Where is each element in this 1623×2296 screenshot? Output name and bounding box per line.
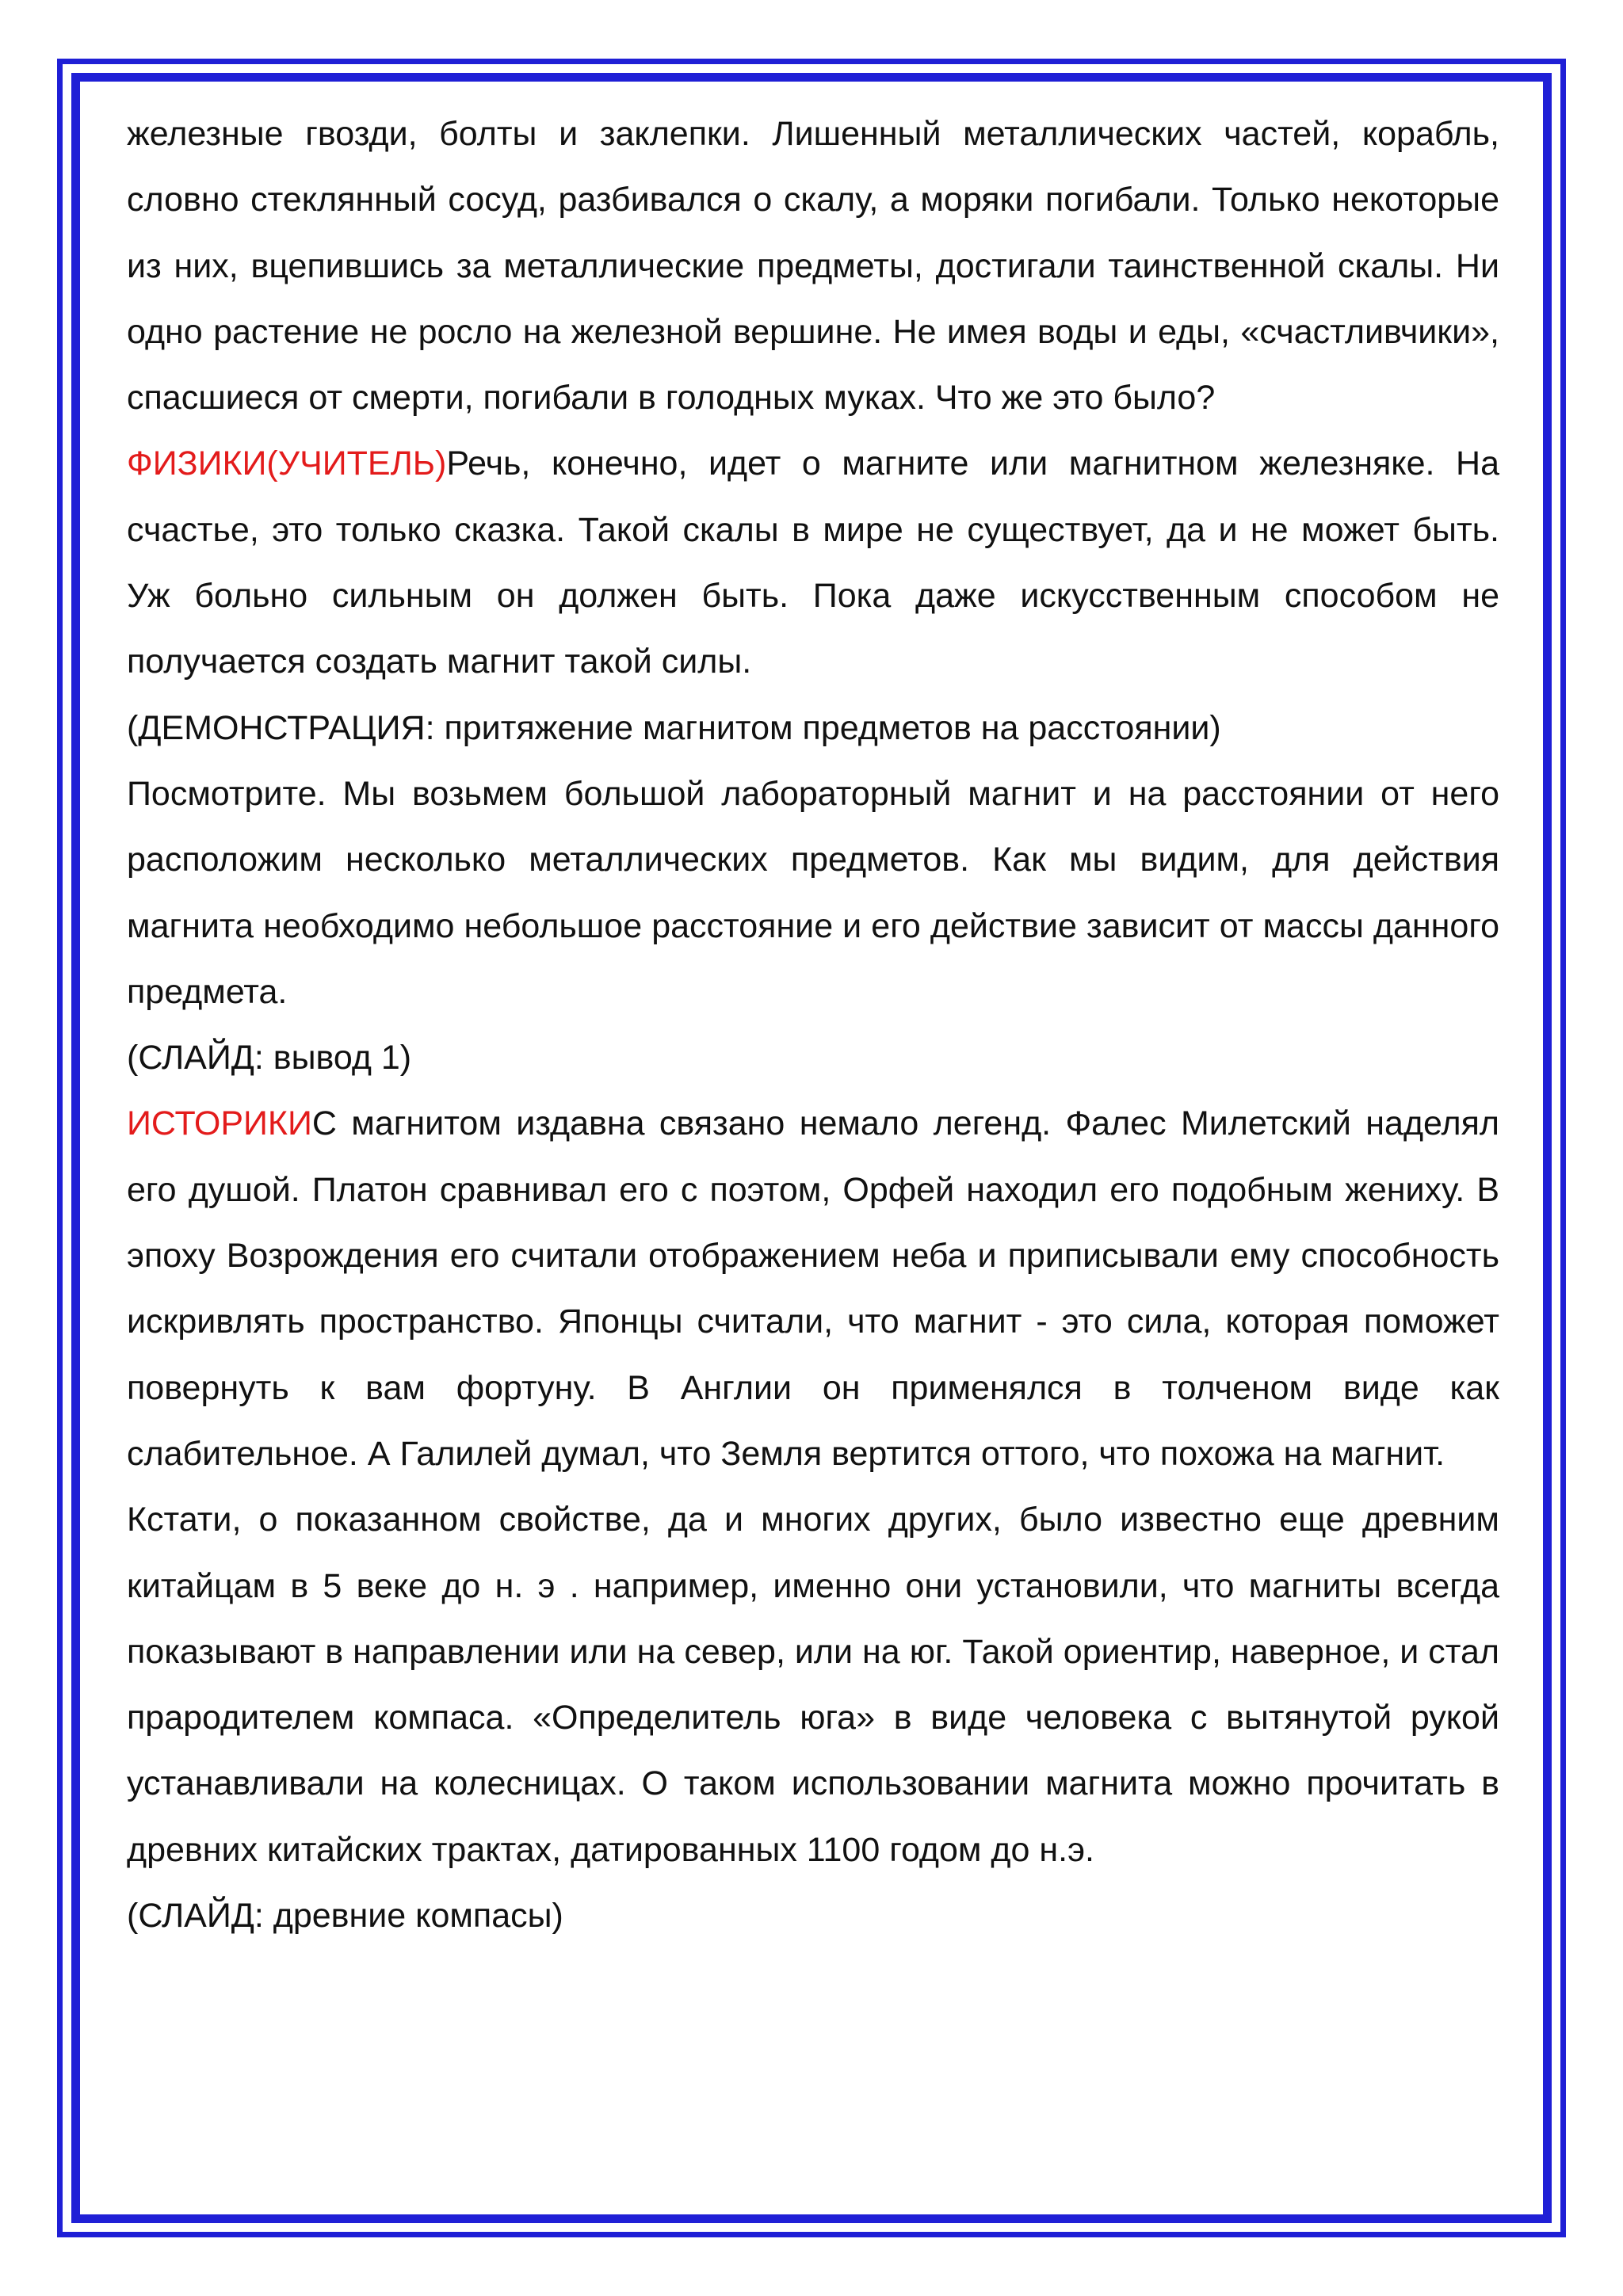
- speaker-label-physicists: ФИЗИКИ(УЧИТЕЛЬ): [127, 444, 447, 483]
- stage-direction-slide-compasses: (СЛАЙД: древние компасы): [127, 1897, 563, 1936]
- historians-text: С магнитом издавна связано немало легенд. Фалес Милетский наделял его душой. Платон сравнивал его с поэтом, Орфей находил его подобным жениху. В эпоху Возрождения его считали отображением неба и приписывали ему способность искривлять пространство. Японцы считали, что магнит - это сила, которая поможет повернуть к вам фортуну. В Англии он применялся в толченом виде как слабительное. А Галилей думал, что Земля вертится оттого, что похожа на магнит.: [127, 1104, 1499, 1473]
- stage-direction-demonstration: (ДЕМОНСТРАЦИЯ: притяжение магнитом предметов на расстоянии): [127, 708, 1221, 747]
- paragraph-physicists: [127, 431, 1499, 695]
- stage-direction-slide-1: (СЛАЙД: вывод 1): [127, 1039, 412, 1077]
- speaker-label-historians: ИСТОРИКИ: [127, 1104, 312, 1143]
- paragraph-historians: [127, 1091, 1499, 1487]
- physicists-text: Речь, конечно, идет о магните или магнитном железняке. На счастье, это только сказка. Такой скалы в мире не существует, да и не может быть. Уж больно сильным он должен быть. Пока даже искусственным способом не получается создать магнит такой силы.: [127, 444, 1499, 681]
- document-body: [127, 101, 1499, 1949]
- paragraph-ancient-china: Кстати, о показанном свойстве, да и многих других, было известно еще древним китайцам в 5 веке до н. э . например, именно они установили, что магниты всегда показывают в направлении или на север, или на юг. Такой ориентир, наверное, и стал прародителем компаса. «Определитель юга» в виде человека с вытянутой рукой устанавливали на колесницах. О таком использовании магнита можно прочитать в древних китайских трактах, датированных 1100 годом до н.э.: [127, 1501, 1499, 1869]
- paragraph-demonstration: Посмотрите. Мы возьмем большой лабораторный магнит и на расстоянии от него расположим несколько металлических предметов. Как мы видим, для действия магнита необходимо небольшое расстояние и его действие зависит от массы данного предмета.: [127, 774, 1499, 1011]
- paragraph-story-ending: железные гвозди, болты и заклепки. Лишенный металлических частей, корабль, словно стеклянный сосуд, разбивался о скалу, а моряки погибали. Только некоторые из них, вцепившись за металлические предметы, достигали таинственной скалы. Ни одно растение не росло на железной вершине. Не имея воды и еды, «счастливчики», спасшиеся от смерти, погибали в голодных муках. Что же это было?: [127, 115, 1499, 418]
